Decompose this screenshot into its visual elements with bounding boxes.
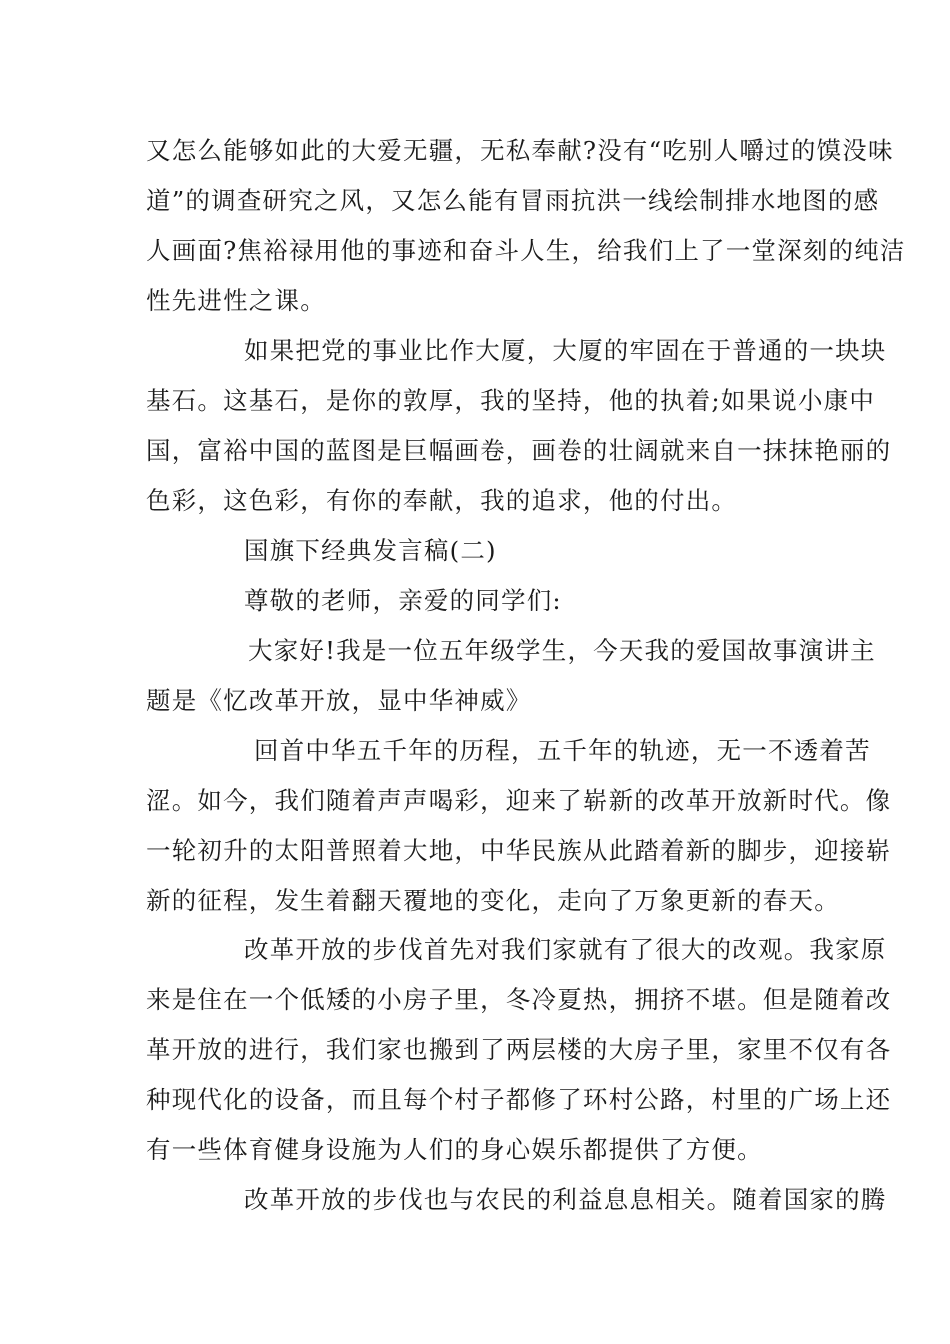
text-line: 新的征程，发生着翻天覆地的变化，走向了万象更新的春天。 [146,886,840,915]
text-line: 一轮初升的太阳普照着大地，中华民族从此踏着新的脚步，迎接崭 [146,836,892,865]
text-line: 种现代化的设备，而且每个村子都修了环村公路，村里的广场上还 [146,1085,892,1114]
salutation: 尊敬的老师，亲爱的同学们: [244,586,562,615]
section-heading: 国旗下经典发言稿(二) [244,536,497,565]
text-line: 来是住在一个低矮的小房子里，冬冷夏热，拥挤不堪。但是随着改 [146,985,892,1014]
text-line: 革开放的进行，我们家也搬到了两层楼的大房子里，家里不仅有各 [146,1035,892,1064]
text-line: 涩。如今，我们随着声声喝彩，迎来了崭新的改革开放新时代。像 [146,786,892,815]
text-line: 大家好!我是一位五年级学生，今天我的爱国故事演讲主 [248,636,876,665]
text-line: 人画面?焦裕禄用他的事迹和奋斗人生，给我们上了一堂深刻的纯洁 [146,236,906,265]
text-line: 题是《忆改革开放，显中华神威》 [146,686,532,715]
text-line: 基石。这基石，是你的敦厚，我的坚持，他的执着;如果说小康中 [146,386,876,415]
text-line: 改革开放的步伐首先对我们家就有了很大的改观。我家原 [244,935,887,964]
text-line: 国，富裕中国的蓝图是巨幅画卷，画卷的壮阔就来自一抹抹艳丽的 [146,436,892,465]
text-line: 回首中华五千年的历程，五千年的轨迹，无一不透着苦 [254,736,871,765]
text-line: 道”的调查研究之风，又怎么能有冒雨抗洪一线绘制排水地图的感 [146,186,880,215]
text-line: 如果把党的事业比作大厦，大厦的牢固在于普通的一块块 [244,336,887,365]
text-line: 性先进性之课。 [146,286,326,315]
text-line: 改革开放的步伐也与农民的利益息息相关。随着国家的腾 [244,1185,887,1214]
text-line: 有一些体育健身设施为人们的身心娱乐都提供了方便。 [146,1135,763,1164]
text-line: 又怎么能够如此的大爱无疆，无私奉献?没有“吃别人嚼过的馍没味 [146,136,894,165]
text-line: 色彩，这色彩，有你的奉献，我的追求，他的付出。 [146,486,738,515]
